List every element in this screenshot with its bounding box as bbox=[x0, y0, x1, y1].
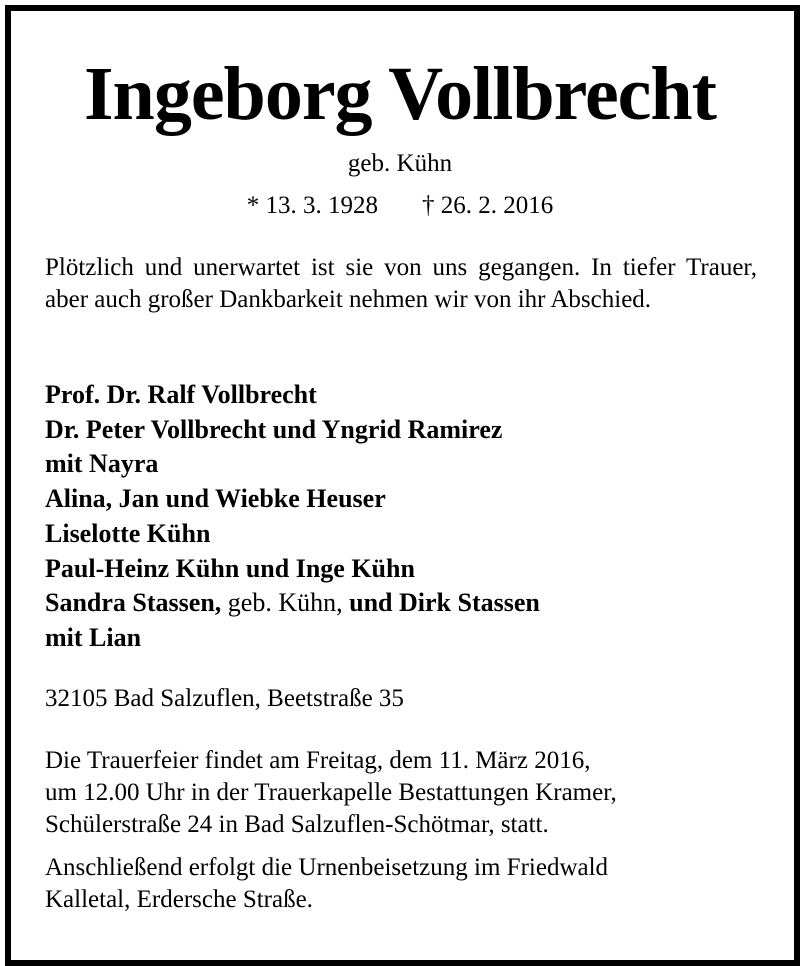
mourner-line: Paul-Heinz Kühn und Inge Kühn bbox=[45, 553, 415, 583]
birth-date: * 13. 3. 1928 bbox=[246, 192, 378, 219]
mourner-name: und Dirk Stassen bbox=[349, 588, 540, 618]
family-address: 32105 Bad Salzuflen, Beetstraße 35 bbox=[45, 685, 404, 712]
death-date: † 26. 2. 2016 bbox=[422, 192, 554, 219]
mourner-line: mit Nayra bbox=[45, 449, 159, 479]
mourner-maiden-note: geb. Kühn, bbox=[221, 588, 350, 618]
mourner-line: mit Lian bbox=[45, 622, 142, 652]
mourner-line: Alina, Jan und Wiebke Heuser bbox=[45, 484, 386, 514]
service-line: um 12.00 Uhr in der Trauerkapelle Bestattungen Kramer, bbox=[45, 779, 617, 806]
mourner-line: Prof. Dr. Ralf Vollbrecht bbox=[45, 380, 317, 409]
mourner-line bbox=[45, 586, 757, 621]
burial-info bbox=[45, 852, 757, 916]
life-dates bbox=[0, 193, 800, 218]
mourner-name: Sandra Stassen, bbox=[45, 588, 222, 618]
burial-line: Kalletal, Erdersche Straße. bbox=[45, 886, 313, 913]
service-info bbox=[45, 745, 757, 841]
maiden-name: geb. Kühn bbox=[347, 150, 453, 177]
mourner-line: Dr. Peter Vollbrecht und Yngrid Ramirez bbox=[45, 414, 503, 444]
service-line: Schülerstraße 24 in Bad Salzuflen-Schötmar, statt. bbox=[45, 811, 549, 838]
intro-text: Plötzlich und unerwartet ist sie von uns gegangen. In tiefer Trauer, aber auch großer Dankbarkeit nehmen wir von ihr Abschied. bbox=[45, 254, 757, 313]
mourners-list bbox=[45, 378, 757, 656]
mourner-line: Liselotte Kühn bbox=[45, 518, 211, 548]
service-line: Die Trauerfeier findet am Freitag, dem 11. März 2016, bbox=[45, 747, 591, 774]
deceased-name: Ingeborg Vollbrecht bbox=[83, 52, 716, 136]
burial-line: Anschließend erfolgt die Urnenbeisetzung im Friedwald bbox=[45, 854, 609, 881]
